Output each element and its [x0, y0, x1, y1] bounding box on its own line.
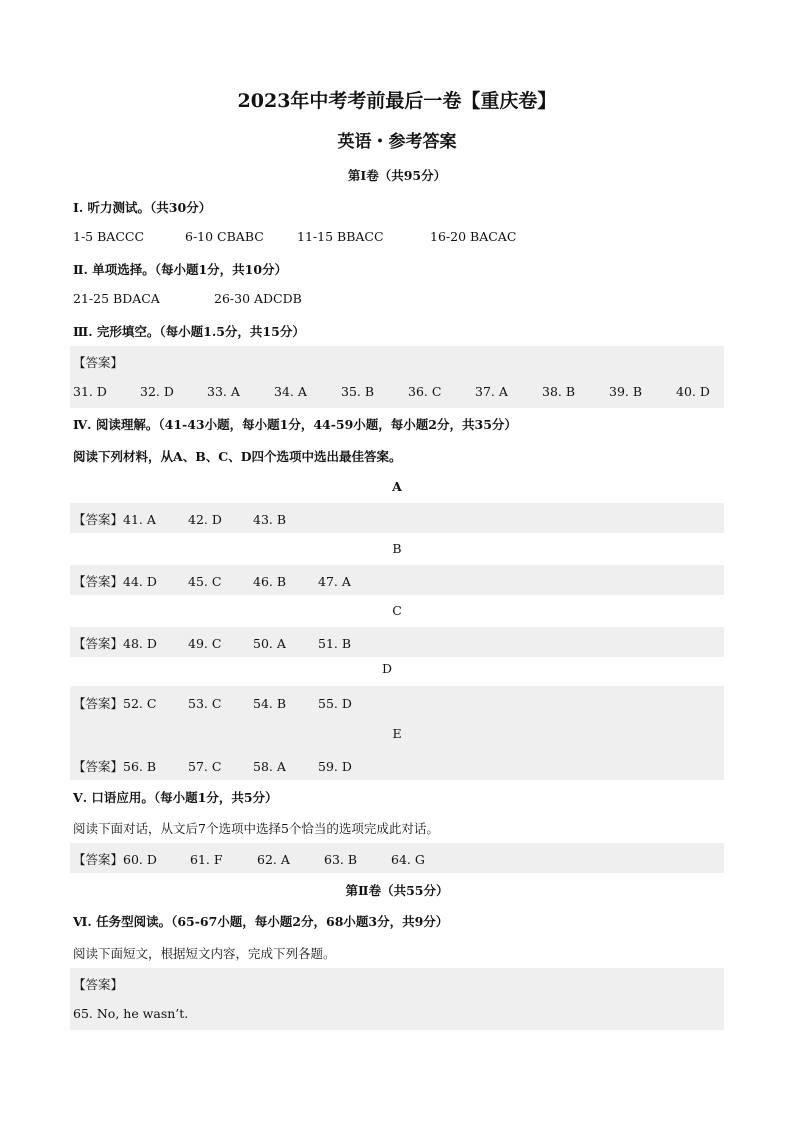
answer-group: 11-15 BBACC — [297, 229, 384, 244]
section-5-heading: Ⅴ. 口语应用。（每小题1分，共5分） — [73, 790, 278, 805]
answer-item: 31. D — [73, 384, 107, 399]
answer-item: 49. C — [188, 635, 222, 651]
section-3-answers — [73, 384, 710, 399]
answer-group: 1-5 BACCC — [73, 229, 145, 244]
answer-item: 44. D — [123, 573, 157, 589]
answer-label: 【答案】 — [73, 512, 124, 527]
answer-item: 39. B — [609, 384, 643, 399]
section-1-heading: Ⅰ. 听力测试。（共30分） — [73, 200, 212, 215]
passage-a-answers — [73, 510, 286, 528]
passage-e-answers — [73, 757, 352, 775]
answer-item: 61. F — [190, 851, 223, 867]
answer-group: 16-20 BACAC — [430, 229, 517, 244]
section-2-heading: Ⅱ. 单项选择。（每小题1分，共10分） — [73, 262, 288, 277]
section-1-answers — [73, 229, 516, 244]
answer-item: 55. D — [318, 695, 352, 711]
answer-65: 65. No, he wasn’t. — [73, 1006, 189, 1021]
answer-item: 64. G — [391, 851, 425, 867]
passage-letter: D — [381, 661, 393, 676]
section-4-instruction: 阅读下列材料，从A、B、C、D四个选项中选出最佳答案。 — [73, 449, 402, 464]
passage-d-answers — [73, 694, 352, 712]
part-2-heading: 第Ⅱ卷（共55分） — [345, 883, 449, 898]
answer-item: 33. A — [207, 384, 240, 399]
answer-label: 【答案】 — [73, 355, 124, 370]
answer-group: 6-10 CBABC — [185, 229, 264, 244]
answer-item: 54. B — [253, 695, 287, 711]
section-5-answers — [73, 850, 425, 868]
part-1-heading: 第Ⅰ卷（共95分） — [347, 168, 447, 183]
section-4-heading: Ⅳ. 阅读理解。（41-43小题，每小题1分，44-59小题，每小题2分，共35分） — [73, 417, 517, 432]
answer-item: 58. A — [253, 758, 286, 774]
passage-letter: C — [392, 603, 402, 618]
answer-item: 47. A — [318, 573, 351, 589]
passage-letter: A — [392, 479, 402, 494]
answer-item: 32. D — [140, 384, 174, 399]
answer-label: 【答案】 — [73, 759, 124, 774]
answer-item: 60. D — [123, 851, 157, 867]
answer-item: 62. A — [257, 851, 290, 867]
answer-item: 42. D — [188, 511, 222, 527]
answer-label: 【答案】 — [73, 696, 124, 711]
answer-group: 26-30 ADCDB — [214, 291, 302, 306]
answer-item: 63. B — [324, 851, 358, 867]
answer-item: 53. C — [188, 695, 222, 711]
passage-b-answers — [73, 572, 351, 590]
answer-item: 38. B — [542, 384, 576, 399]
page-title: 2023年中考考前最后一卷【重庆卷】 — [237, 90, 557, 112]
section-6-instruction: 阅读下面短文，根据短文内容，完成下列各题。 — [73, 946, 336, 961]
passage-letter: B — [392, 541, 402, 556]
answer-item: 40. D — [676, 384, 710, 399]
answer-item: 36. C — [408, 384, 442, 399]
answer-item: 45. C — [188, 573, 222, 589]
answer-item: 34. A — [274, 384, 307, 399]
answer-item: 43. B — [253, 511, 287, 527]
answer-item: 51. B — [318, 635, 352, 651]
answer-label: 【答案】 — [73, 977, 124, 992]
passage-letter: E — [392, 726, 402, 741]
answer-item: 52. C — [123, 695, 157, 711]
answer-group: 21-25 BDACA — [73, 291, 160, 306]
answer-item: 50. A — [253, 635, 286, 651]
answer-label: 【答案】 — [73, 636, 124, 651]
answer-item: 41. A — [123, 511, 156, 527]
section-2-answers — [73, 291, 302, 306]
answer-item: 35. B — [341, 384, 375, 399]
answer-item: 46. B — [253, 573, 287, 589]
answer-item: 59. D — [318, 758, 352, 774]
page-subtitle: 英语・参考答案 — [337, 132, 457, 152]
answer-item: 57. C — [188, 758, 222, 774]
answer-label: 【答案】 — [73, 574, 124, 589]
passage-c-answers — [73, 634, 351, 652]
section-3-heading: Ⅲ. 完形填空。（每小题1.5分，共15分） — [73, 324, 305, 339]
section-6-heading: Ⅵ. 任务型阅读。（65-67小题，每小题2分，68小题3分，共9分） — [73, 914, 449, 929]
section-5-instruction: 阅读下面对话，从文后7个选项中选择5个恰当的选项完成此对话。 — [73, 821, 439, 836]
answer-label: 【答案】 — [73, 852, 124, 867]
answer-item: 56. B — [123, 758, 157, 774]
answer-item: 48. D — [123, 635, 157, 651]
answer-item: 37. A — [475, 384, 508, 399]
